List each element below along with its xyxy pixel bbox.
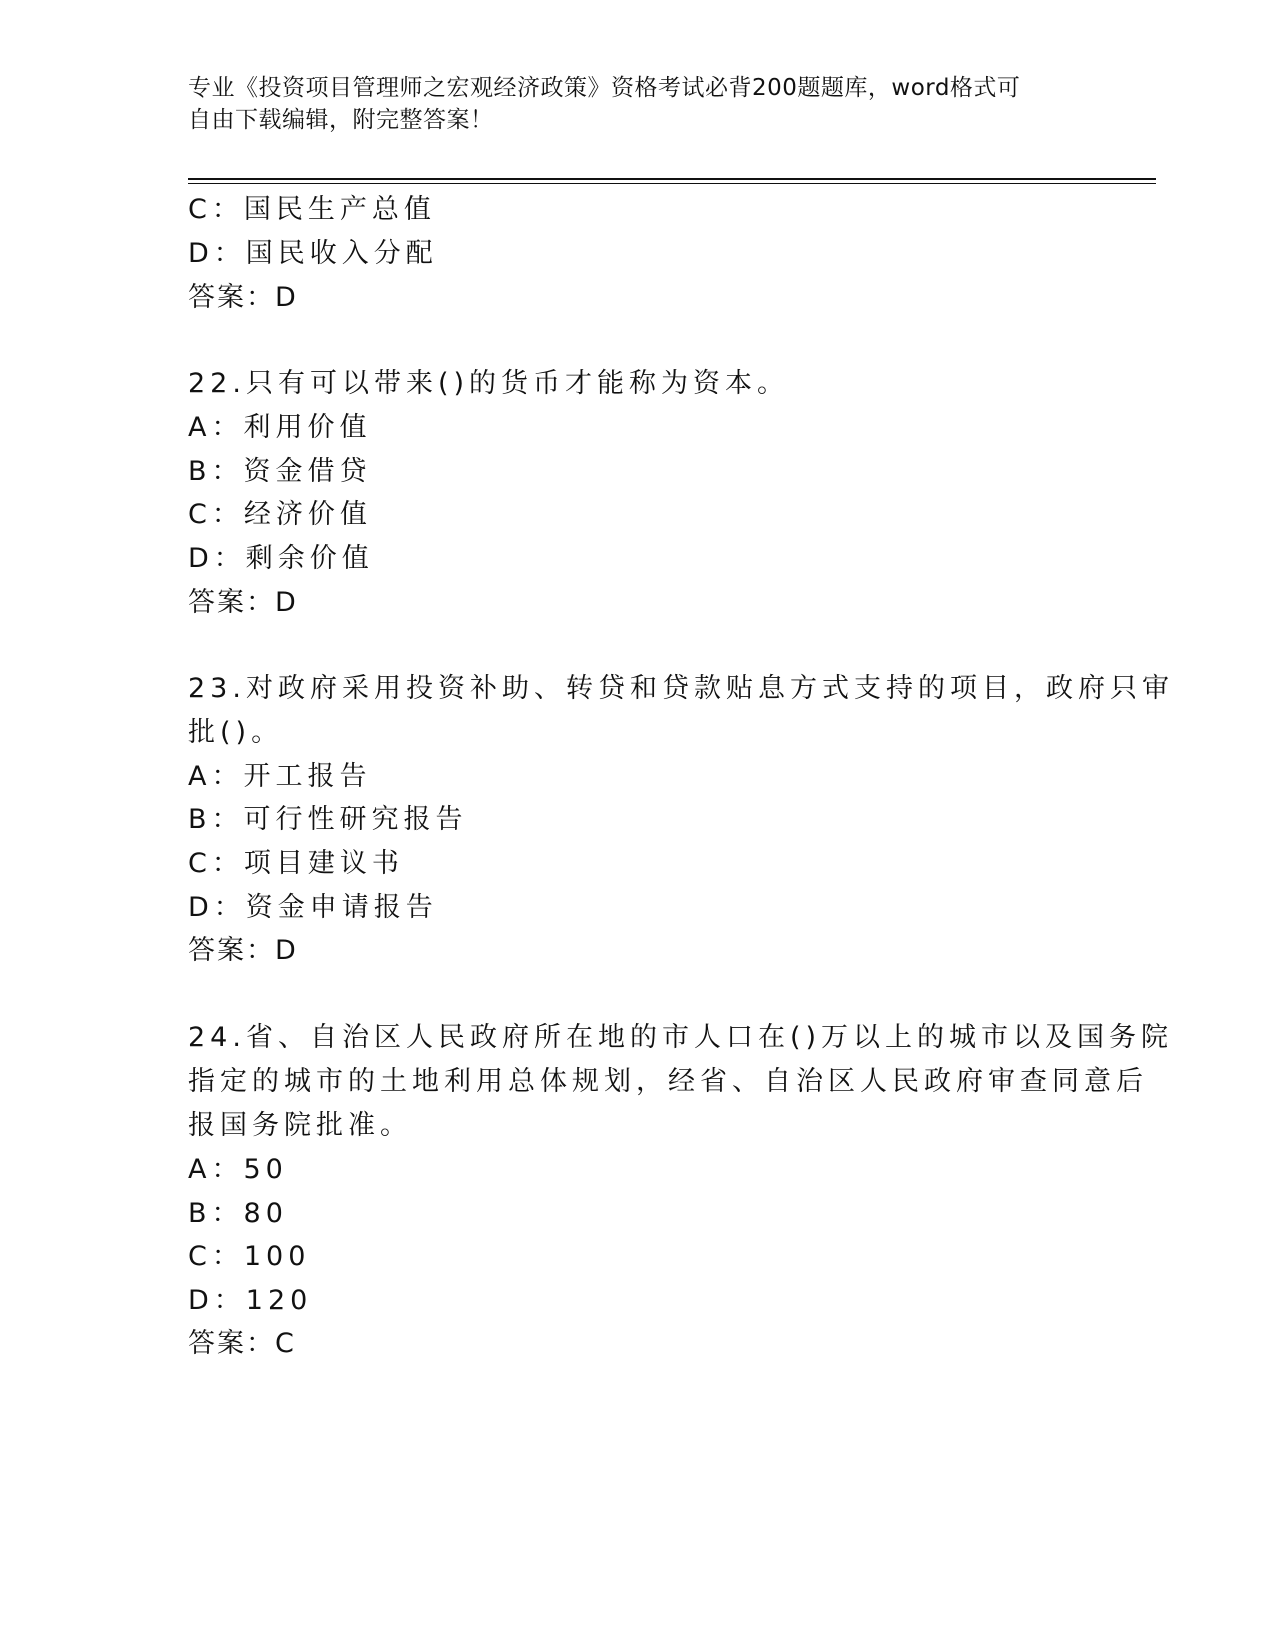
- q24-answer: 答案：C: [188, 1328, 296, 1359]
- header-line-2: 自由下载编辑，附完整答案！: [188, 107, 494, 133]
- q22-option-b: B：资金借贷: [188, 456, 372, 487]
- document-header: [188, 72, 1068, 136]
- q24-option-b: B：80: [188, 1198, 288, 1229]
- q21-option-d: D：国民收入分配: [188, 238, 438, 269]
- q23-option-a: A：开工报告: [188, 761, 372, 792]
- q23-option-b: B：可行性研究报告: [188, 804, 468, 835]
- q22-option-c: C：经济价值: [188, 499, 372, 530]
- q21-answer: 答案：D: [188, 282, 298, 313]
- q23-option-c: C：项目建议书: [188, 848, 404, 879]
- q23-stem-line-1: 23.对政府采用投资补助、转贷和贷款贴息方式支持的项目，政府只审: [188, 673, 1174, 704]
- q24-stem-line-1: 24.省、自治区人民政府所在地的市人口在()万以上的城市以及国务院: [188, 1022, 1174, 1053]
- q24-option-d: D：120: [188, 1285, 313, 1316]
- q22-answer: 答案：D: [188, 587, 298, 618]
- header-line-1: 专业《投资项目管理师之宏观经济政策》资格考试必背200题题库，word格式可: [188, 75, 1021, 101]
- q23-answer: 答案：D: [188, 935, 298, 966]
- q24-option-c: C：100: [188, 1241, 311, 1272]
- header-rule-thin: [188, 183, 1156, 184]
- q22-option-a: A：利用价值: [188, 412, 372, 443]
- q23-stem-line-2: 批()。: [188, 717, 284, 748]
- q24-option-a: A：50: [188, 1154, 288, 1185]
- header-rule-thick: [188, 178, 1156, 180]
- q21-option-c: C：国民生产总值: [188, 194, 436, 225]
- q22-stem: 22.只有可以带来()的货币才能称为资本。: [188, 368, 790, 399]
- q24-stem-line-3: 报国务院批准。: [188, 1110, 412, 1141]
- q22-option-d: D：剩余价值: [188, 543, 374, 574]
- q24-stem-line-2: 指定的城市的土地利用总体规划，经省、自治区人民政府审查同意后: [188, 1066, 1148, 1097]
- q23-option-d: D：资金申请报告: [188, 892, 438, 923]
